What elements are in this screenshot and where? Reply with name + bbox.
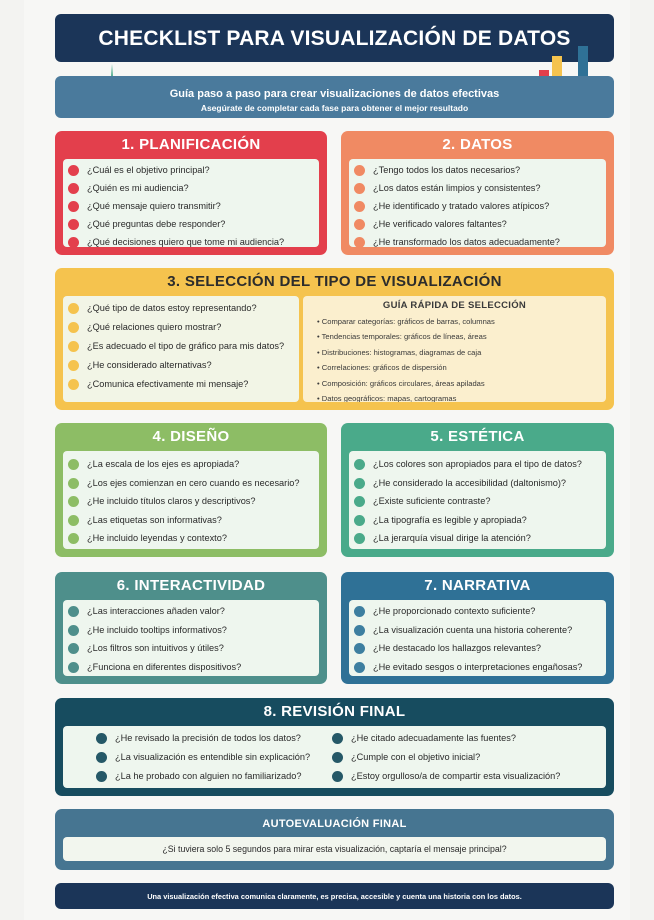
section-title: 5. ESTÉTICA (430, 428, 525, 445)
checkbox-dot-icon[interactable] (68, 496, 79, 507)
checklist-item[interactable]: ¿He incluido títulos claros y descriptivos? (63, 493, 256, 509)
checklist-item[interactable]: ¿He citado adecuadamente las fuentes? (327, 730, 516, 746)
checklist-item[interactable]: ¿Funciona en diferentes dispositivos? (63, 659, 241, 675)
checklist-item[interactable]: ¿He considerado la accesibilidad (daltonismo)? (349, 475, 566, 491)
checkbox-dot-icon[interactable] (68, 360, 79, 371)
checklist-item[interactable]: ¿He revisado la precisión de todos los datos? (91, 730, 301, 746)
section-autoevaluacion (55, 809, 614, 870)
checklist-item[interactable]: ¿He proporcionado contexto suficiente? (349, 603, 535, 619)
section-title: 7. NARRATIVA (424, 577, 531, 594)
footer (55, 883, 614, 909)
self-assessment-question: ¿Si tuviera solo 5 segundos para mirar esta visualización, captaría el mensaje principal? (63, 837, 606, 861)
checklist-item[interactable]: ¿Las etiquetas son informativas? (63, 512, 222, 528)
checklist-item[interactable]: ¿Los ejes comienzan en cero cuando es necesario? (63, 475, 299, 491)
checklist-item[interactable]: ¿He evitado sesgos o interpretaciones engañosas? (349, 659, 582, 675)
checkbox-dot-icon[interactable] (68, 303, 79, 314)
checkbox-dot-icon[interactable] (68, 379, 79, 390)
checklist-item[interactable]: ¿Las interacciones añaden valor? (63, 603, 225, 619)
checkbox-dot-icon[interactable] (68, 237, 79, 248)
quick-guide-title: GUÍA RÁPIDA DE SELECCIÓN (382, 300, 527, 311)
checkbox-dot-icon[interactable] (68, 643, 79, 654)
checklist-item[interactable]: ¿Cumple con el objetivo inicial? (327, 749, 480, 765)
checkbox-dot-icon[interactable] (68, 625, 79, 636)
checklist-item[interactable]: ¿Tengo todos los datos necesarios? (349, 162, 520, 178)
tagline: Asegúrate de completar cada fase para obtener el mejor resultado (200, 103, 469, 113)
section-datos (341, 131, 614, 255)
checkbox-dot-icon[interactable] (354, 496, 365, 507)
page-title (55, 14, 614, 62)
checkbox-dot-icon[interactable] (354, 478, 365, 489)
checklist-item[interactable]: ¿He considerado alternativas? (63, 357, 212, 373)
checkbox-dot-icon[interactable] (354, 662, 365, 673)
checkbox-dot-icon[interactable] (68, 606, 79, 617)
checkbox-dot-icon[interactable] (68, 183, 79, 194)
checkbox-dot-icon[interactable] (354, 201, 365, 212)
subtitle: Guía paso a paso para crear visualizaciones de datos efectivas (169, 88, 500, 100)
section-title: 6. INTERACTIVIDAD (116, 577, 266, 594)
checklist-item[interactable]: ¿Qué relaciones quiero mostrar? (63, 319, 221, 335)
checkbox-dot-icon[interactable] (332, 752, 343, 763)
checklist-item[interactable]: ¿Los colores son apropiados para el tipo de datos? (349, 456, 582, 472)
checklist-item[interactable]: ¿Qué tipo de datos estoy representando? (63, 300, 257, 316)
checklist-item[interactable]: ¿Es adecuado el tipo de gráfico para mis datos? (63, 338, 284, 354)
section-estetica (341, 423, 614, 557)
checkbox-dot-icon[interactable] (68, 459, 79, 470)
page-title-text: CHECKLIST PARA VISUALIZACIÓN DE DATOS (98, 27, 571, 50)
checklist-item[interactable]: ¿La he probado con alguien no familiarizado? (91, 768, 301, 784)
guide-item: • Tendencias temporales: gráficos de líneas, áreas (317, 332, 487, 341)
section-diseno (55, 423, 327, 557)
subtitle-banner (55, 76, 614, 118)
section-title: 2. DATOS (442, 136, 513, 153)
checkbox-dot-icon[interactable] (68, 201, 79, 212)
checklist-item[interactable]: ¿La tipografía es legible y apropiada? (349, 512, 527, 528)
checklist-item[interactable]: ¿Qué mensaje quiero transmitir? (63, 198, 221, 214)
checklist-item[interactable]: ¿He incluido leyendas y contexto? (63, 530, 227, 546)
guide-item: • Correlaciones: gráficos de dispersión (317, 363, 447, 372)
checklist-item[interactable]: ¿Comunica efectivamente mi mensaje? (63, 376, 248, 392)
section-narrativa (341, 572, 614, 684)
section-revision (55, 698, 614, 796)
checklist-item[interactable]: ¿Estoy orgulloso/a de compartir esta visualización? (327, 768, 560, 784)
guide-item: • Datos geográficos: mapas, cartogramas (317, 394, 457, 402)
checkbox-dot-icon[interactable] (68, 322, 79, 333)
checkbox-dot-icon[interactable] (68, 219, 79, 230)
checklist-item[interactable]: ¿He identificado y tratado valores atípicos? (349, 198, 549, 214)
checklist-item[interactable]: ¿Qué preguntas debe responder? (63, 216, 225, 232)
guide-item: • Composición: gráficos circulares, áreas apiladas (317, 379, 485, 388)
checkbox-dot-icon[interactable] (96, 771, 107, 782)
checkbox-dot-icon[interactable] (354, 459, 365, 470)
checkbox-dot-icon[interactable] (96, 733, 107, 744)
checkbox-dot-icon[interactable] (354, 606, 365, 617)
section-title: AUTOEVALUACIÓN FINAL (262, 818, 407, 830)
checkbox-dot-icon[interactable] (68, 165, 79, 176)
guide-item: • Comparar categorías: gráficos de barras, columnas (317, 317, 495, 326)
checkbox-dot-icon[interactable] (354, 237, 365, 248)
checklist-item[interactable]: ¿La escala de los ejes es apropiada? (63, 456, 239, 472)
checklist-item[interactable]: ¿Los filtros son intuitivos y útiles? (63, 640, 224, 656)
checkbox-dot-icon[interactable] (68, 515, 79, 526)
checkbox-dot-icon[interactable] (354, 533, 365, 544)
section-title: 3. SELECCIÓN DEL TIPO DE VISUALIZACIÓN (167, 273, 502, 290)
section-title: 8. REVISIÓN FINAL (263, 703, 406, 720)
checklist-item[interactable]: ¿Quién es mi audiencia? (63, 180, 189, 196)
checklist-item[interactable]: ¿He verificado valores faltantes? (349, 216, 507, 232)
checkbox-dot-icon[interactable] (68, 341, 79, 352)
footer-text: Una visualización efectiva comunica claramente, es precisa, accesible y cuenta una historia con los datos. (147, 892, 522, 901)
checklist-item[interactable]: ¿Qué decisiones quiero que tome mi audiencia? (63, 234, 284, 247)
checklist-item[interactable]: ¿La visualización cuenta una historia coherente? (349, 622, 572, 638)
checklist-item[interactable]: ¿He destacado los hallazgos relevantes? (349, 640, 541, 656)
checklist-item[interactable]: ¿Los datos están limpios y consistentes? (349, 180, 541, 196)
checkbox-dot-icon[interactable] (68, 662, 79, 673)
section-title: 1. PLANIFICACIÓN (121, 136, 261, 153)
checkbox-dot-icon[interactable] (332, 771, 343, 782)
checklist-item[interactable]: ¿He incluido tooltips informativos? (63, 622, 227, 638)
section-title: 4. DISEÑO (152, 428, 230, 445)
checkbox-dot-icon[interactable] (354, 183, 365, 194)
checkbox-dot-icon[interactable] (96, 752, 107, 763)
checkbox-dot-icon[interactable] (354, 219, 365, 230)
checklist-item[interactable]: ¿He transformado los datos adecuadamente? (349, 234, 560, 247)
checkbox-dot-icon[interactable] (332, 733, 343, 744)
checkbox-dot-icon[interactable] (354, 515, 365, 526)
section-seleccion (55, 268, 614, 410)
checklist-item[interactable]: ¿La jerarquía visual dirige la atención? (349, 530, 531, 546)
checkbox-dot-icon[interactable] (68, 533, 79, 544)
section-interactividad (55, 572, 327, 684)
guide-item: • Distribuciones: histogramas, diagramas de caja (317, 348, 482, 357)
checkbox-dot-icon[interactable] (354, 165, 365, 176)
quick-guide-panel (303, 296, 606, 402)
section-planificacion (55, 131, 327, 255)
checklist-item[interactable]: ¿La visualización es entendible sin explicación? (91, 749, 310, 765)
checkbox-dot-icon[interactable] (68, 478, 79, 489)
checklist-item[interactable]: ¿Existe suficiente contraste? (349, 493, 490, 509)
checkbox-dot-icon[interactable] (354, 643, 365, 654)
checklist-item[interactable]: ¿Cuál es el objetivo principal? (63, 162, 210, 178)
checkbox-dot-icon[interactable] (354, 625, 365, 636)
